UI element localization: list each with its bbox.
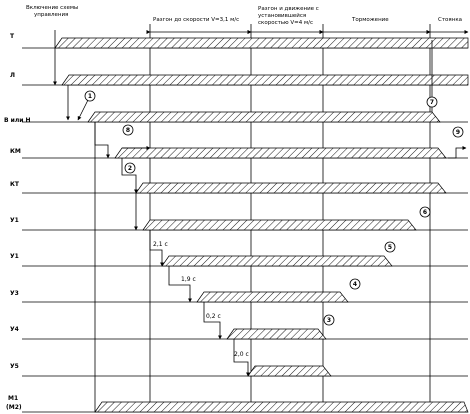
band-u4 xyxy=(227,329,326,339)
badges xyxy=(85,91,463,325)
delay-1: 2,1 с xyxy=(153,241,168,248)
header xyxy=(26,5,468,32)
band-m1 xyxy=(95,402,468,412)
band-u3 xyxy=(197,292,348,302)
svg-text:7: 7 xyxy=(429,99,435,106)
row-label-v-or-n: В или Н xyxy=(4,117,31,124)
arrow-v-to-km xyxy=(95,122,108,158)
badge-9 xyxy=(453,127,463,137)
arrow-u1b-to-u3 xyxy=(169,266,190,302)
delay-2: 1,9 с xyxy=(181,276,196,283)
phase-stop-label: Стоянка xyxy=(438,17,463,23)
svg-text:3: 3 xyxy=(326,317,332,324)
band-l xyxy=(62,75,468,85)
header-start-label-line2: управления xyxy=(34,12,69,18)
band-kt xyxy=(136,183,446,193)
row-label-m1: М1 xyxy=(8,395,19,402)
row-label-kt: КТ xyxy=(10,181,19,188)
row-label-u4: У4 xyxy=(10,326,19,333)
svg-text:6: 6 xyxy=(422,209,428,216)
row-label-km: КМ xyxy=(10,148,21,155)
svg-text:9: 9 xyxy=(455,129,461,136)
header-start-label-line1: Включение схемы xyxy=(26,5,79,11)
phase-brake-label: Торможение xyxy=(352,17,389,23)
row-label-t: Т xyxy=(10,33,15,40)
arrow-u1a-to-u1b xyxy=(150,230,162,266)
badge-3 xyxy=(324,315,334,325)
row-label-l: Л xyxy=(10,72,15,79)
band-u1a xyxy=(143,220,416,230)
badge-8 xyxy=(123,125,133,135)
badge-1 xyxy=(85,91,95,101)
band-t xyxy=(55,38,468,48)
phase-cruise-label-line3: скоростью V=4 м/с xyxy=(258,20,314,26)
badge-7 xyxy=(427,97,437,107)
arrow-km-end xyxy=(448,148,466,158)
band-u1b xyxy=(162,256,392,266)
delay-4: 2,0 с xyxy=(234,351,249,358)
delay-3: 0,2 с xyxy=(206,313,221,320)
badge-6 xyxy=(420,207,430,217)
arrow-u3-to-u4 xyxy=(204,302,220,339)
row-labels xyxy=(4,33,31,411)
band-u5 xyxy=(248,366,331,376)
phase-accel-label: Разгон до скорости V=3,1 м/с xyxy=(153,17,240,23)
signal-bands xyxy=(55,38,468,412)
svg-text:1: 1 xyxy=(87,93,93,100)
svg-text:2: 2 xyxy=(127,165,133,172)
badge-2 xyxy=(125,163,135,173)
band-km xyxy=(115,148,446,158)
badge-4 xyxy=(350,279,360,289)
svg-text:8: 8 xyxy=(125,127,131,134)
row-label-u5: У5 xyxy=(10,363,19,370)
row-label-u1a: У1 xyxy=(10,217,19,224)
row-label-u1b: У1 xyxy=(10,253,19,260)
band-v xyxy=(88,112,440,122)
row-label-u3: У3 xyxy=(10,290,19,297)
svg-text:4: 4 xyxy=(352,281,358,288)
svg-text:5: 5 xyxy=(387,244,393,251)
badge-5 xyxy=(385,242,395,252)
row-label-m2: (М2) xyxy=(6,404,22,411)
phase-cruise-label-line2: установившейся xyxy=(258,13,307,19)
phase-cruise-label-line1: Разгон и движение с xyxy=(258,6,319,12)
